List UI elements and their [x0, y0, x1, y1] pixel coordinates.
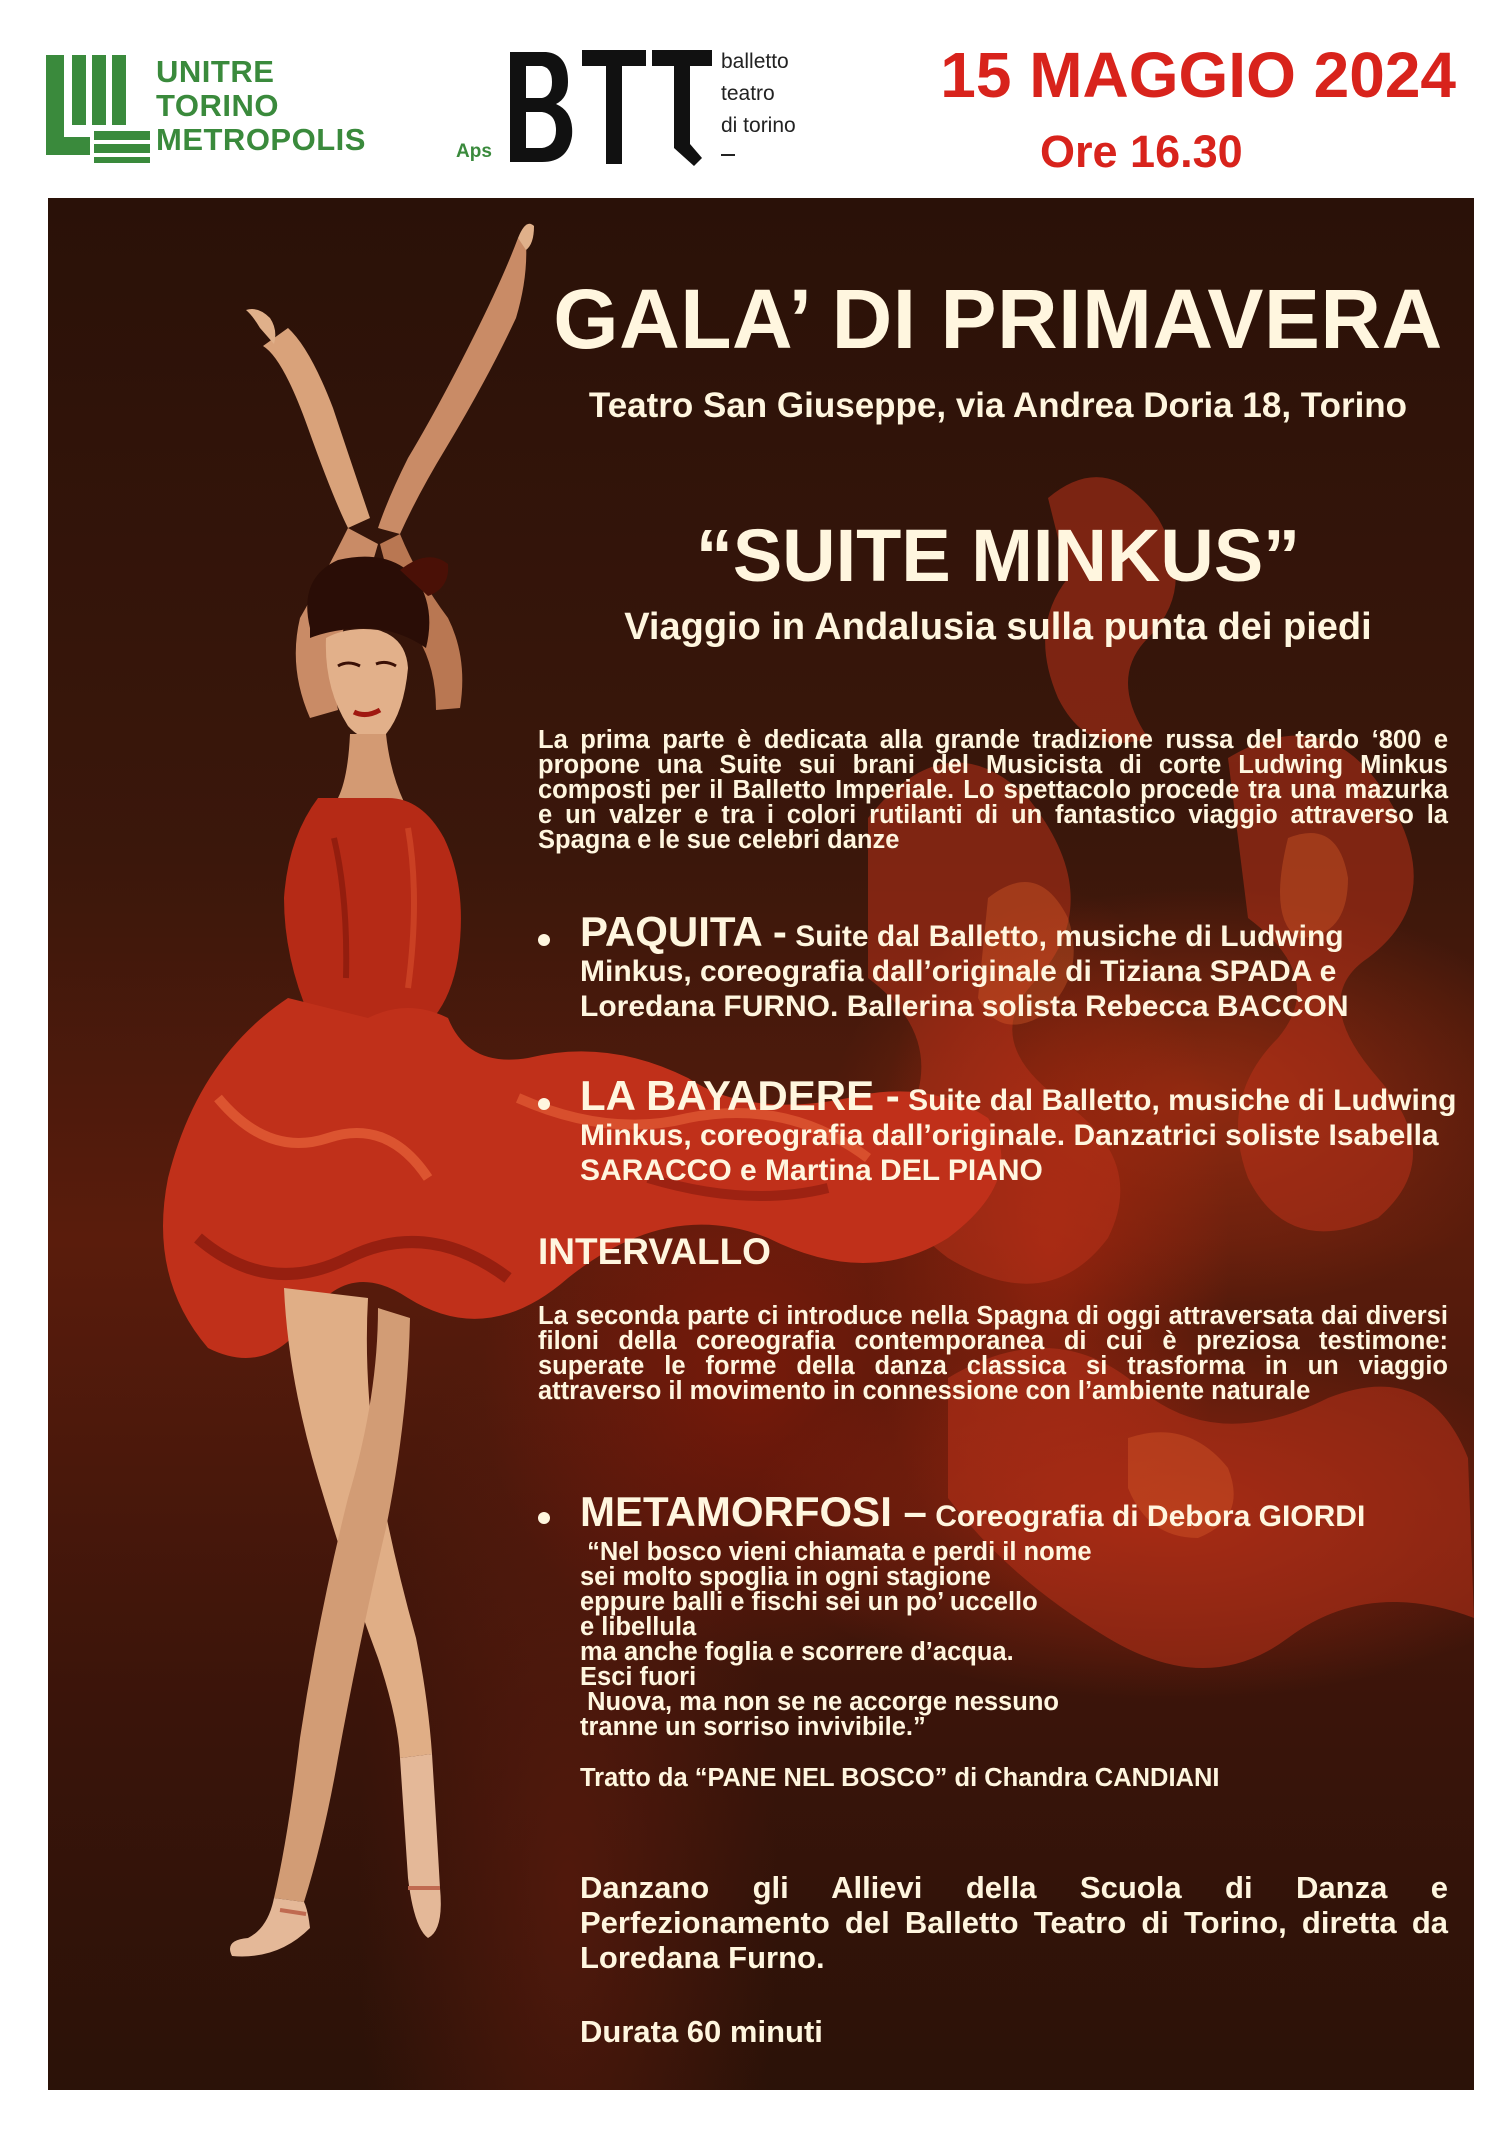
- program-item-text: Suite dal Balletto, musiche di Ludwing Minkus, coreografia dall’originale di Tiziana SPADA e Loredana FURNO. Ballerina solista Rebecca BACCON: [580, 920, 1349, 1023]
- unitre-logo-icon: [46, 55, 150, 163]
- poster: [48, 198, 1474, 2090]
- unitre-wordmark: [156, 55, 366, 157]
- unitre-logo: [46, 55, 496, 167]
- unitre-line: METROPOLIS: [156, 122, 366, 157]
- btt-line: balletto: [721, 50, 789, 73]
- program-item-body: [580, 910, 1460, 1024]
- btt-divider: [721, 154, 735, 156]
- event-date: 15 MAGGIO 2024: [940, 39, 1456, 111]
- program-item-text: Suite dal Balletto, musiche di Ludwing Minkus, coreografia dall’originale. Danzatrici soliste Isabella SARACCO e Martina DEL PIANO: [580, 1084, 1457, 1187]
- event-time: Ore 16.30: [1040, 126, 1243, 177]
- venue: Teatro San Giuseppe, via Andrea Doria 18, Torino: [588, 386, 1408, 425]
- show-subtitle: Viaggio in Andalusia sulla punta dei piedi: [624, 606, 1372, 648]
- intro-paragraph: La prima parte è dedicata alla grande tradizione russa del tardo ‘800 e propone una Suite sui brani del Musicista di corte Ludwing Minkus composti per il Balletto Imperiale. Lo spettacolo procede tra una mazurka e un valzer e tra i colori rutilanti di un fantastico viaggio attraverso la Spagna e le sue celebri danze: [538, 726, 1448, 854]
- program-item-title: PAQUITA -: [580, 908, 787, 955]
- btt-line: teatro: [721, 82, 775, 105]
- program-item-body: [580, 1490, 1460, 1534]
- dancers-note: Danzano gli Allievi della Scuola di Danza e Perfezionamento del Balletto Teatro di Torino, diretta da Loredana Furno.: [580, 1870, 1448, 1975]
- header: [0, 0, 1512, 195]
- unitre-line: UNITRE: [156, 54, 275, 89]
- btt-line: di torino: [721, 114, 796, 137]
- unitre-line: TORINO: [156, 88, 279, 123]
- unitre-suffix: Aps: [456, 141, 492, 162]
- program-item-title: LA BAYADERE -: [580, 1072, 900, 1119]
- poem-credit: Tratto da “PANE NEL BOSCO” di Chandra CANDIANI: [580, 1764, 1220, 1792]
- btt-logo-icon: [506, 44, 716, 169]
- gala-title: GALA’ DI PRIMAVERA: [553, 272, 1443, 366]
- bullet-icon: [538, 1098, 550, 1110]
- poem-quote: “Nel bosco vieni chiamata e perdi il nome sei molto spoglia in ogni stagione eppure balli e fischi sei un po’ uccello e libellula ma anche foglia e scorrere d’acqua. Esci fuori Nuova, ma non se ne accorge nessuno tranne un sorriso invivibile.”: [580, 1538, 1092, 1741]
- duration: Durata 60 minuti: [580, 2014, 823, 2049]
- program-item-body: [580, 1074, 1460, 1188]
- bullet-icon: [538, 934, 550, 946]
- show-title: “SUITE MINKUS”: [695, 514, 1301, 597]
- program-item-title: METAMORFOSI –: [580, 1488, 927, 1535]
- bullet-icon: [538, 1512, 550, 1524]
- interval-label: INTERVALLO: [538, 1231, 771, 1272]
- second-paragraph: La seconda parte ci introduce nella Spagna di oggi attraversata dai diversi filoni della coreografia contemporanea di cui è preziosa testimone: superate le forme della danza classica si trasforma in un viaggio attraverso il movimento in connessione con l’ambiente naturale: [538, 1302, 1448, 1405]
- program-item-text: Coreografia di Debora GIORDI: [935, 1500, 1366, 1533]
